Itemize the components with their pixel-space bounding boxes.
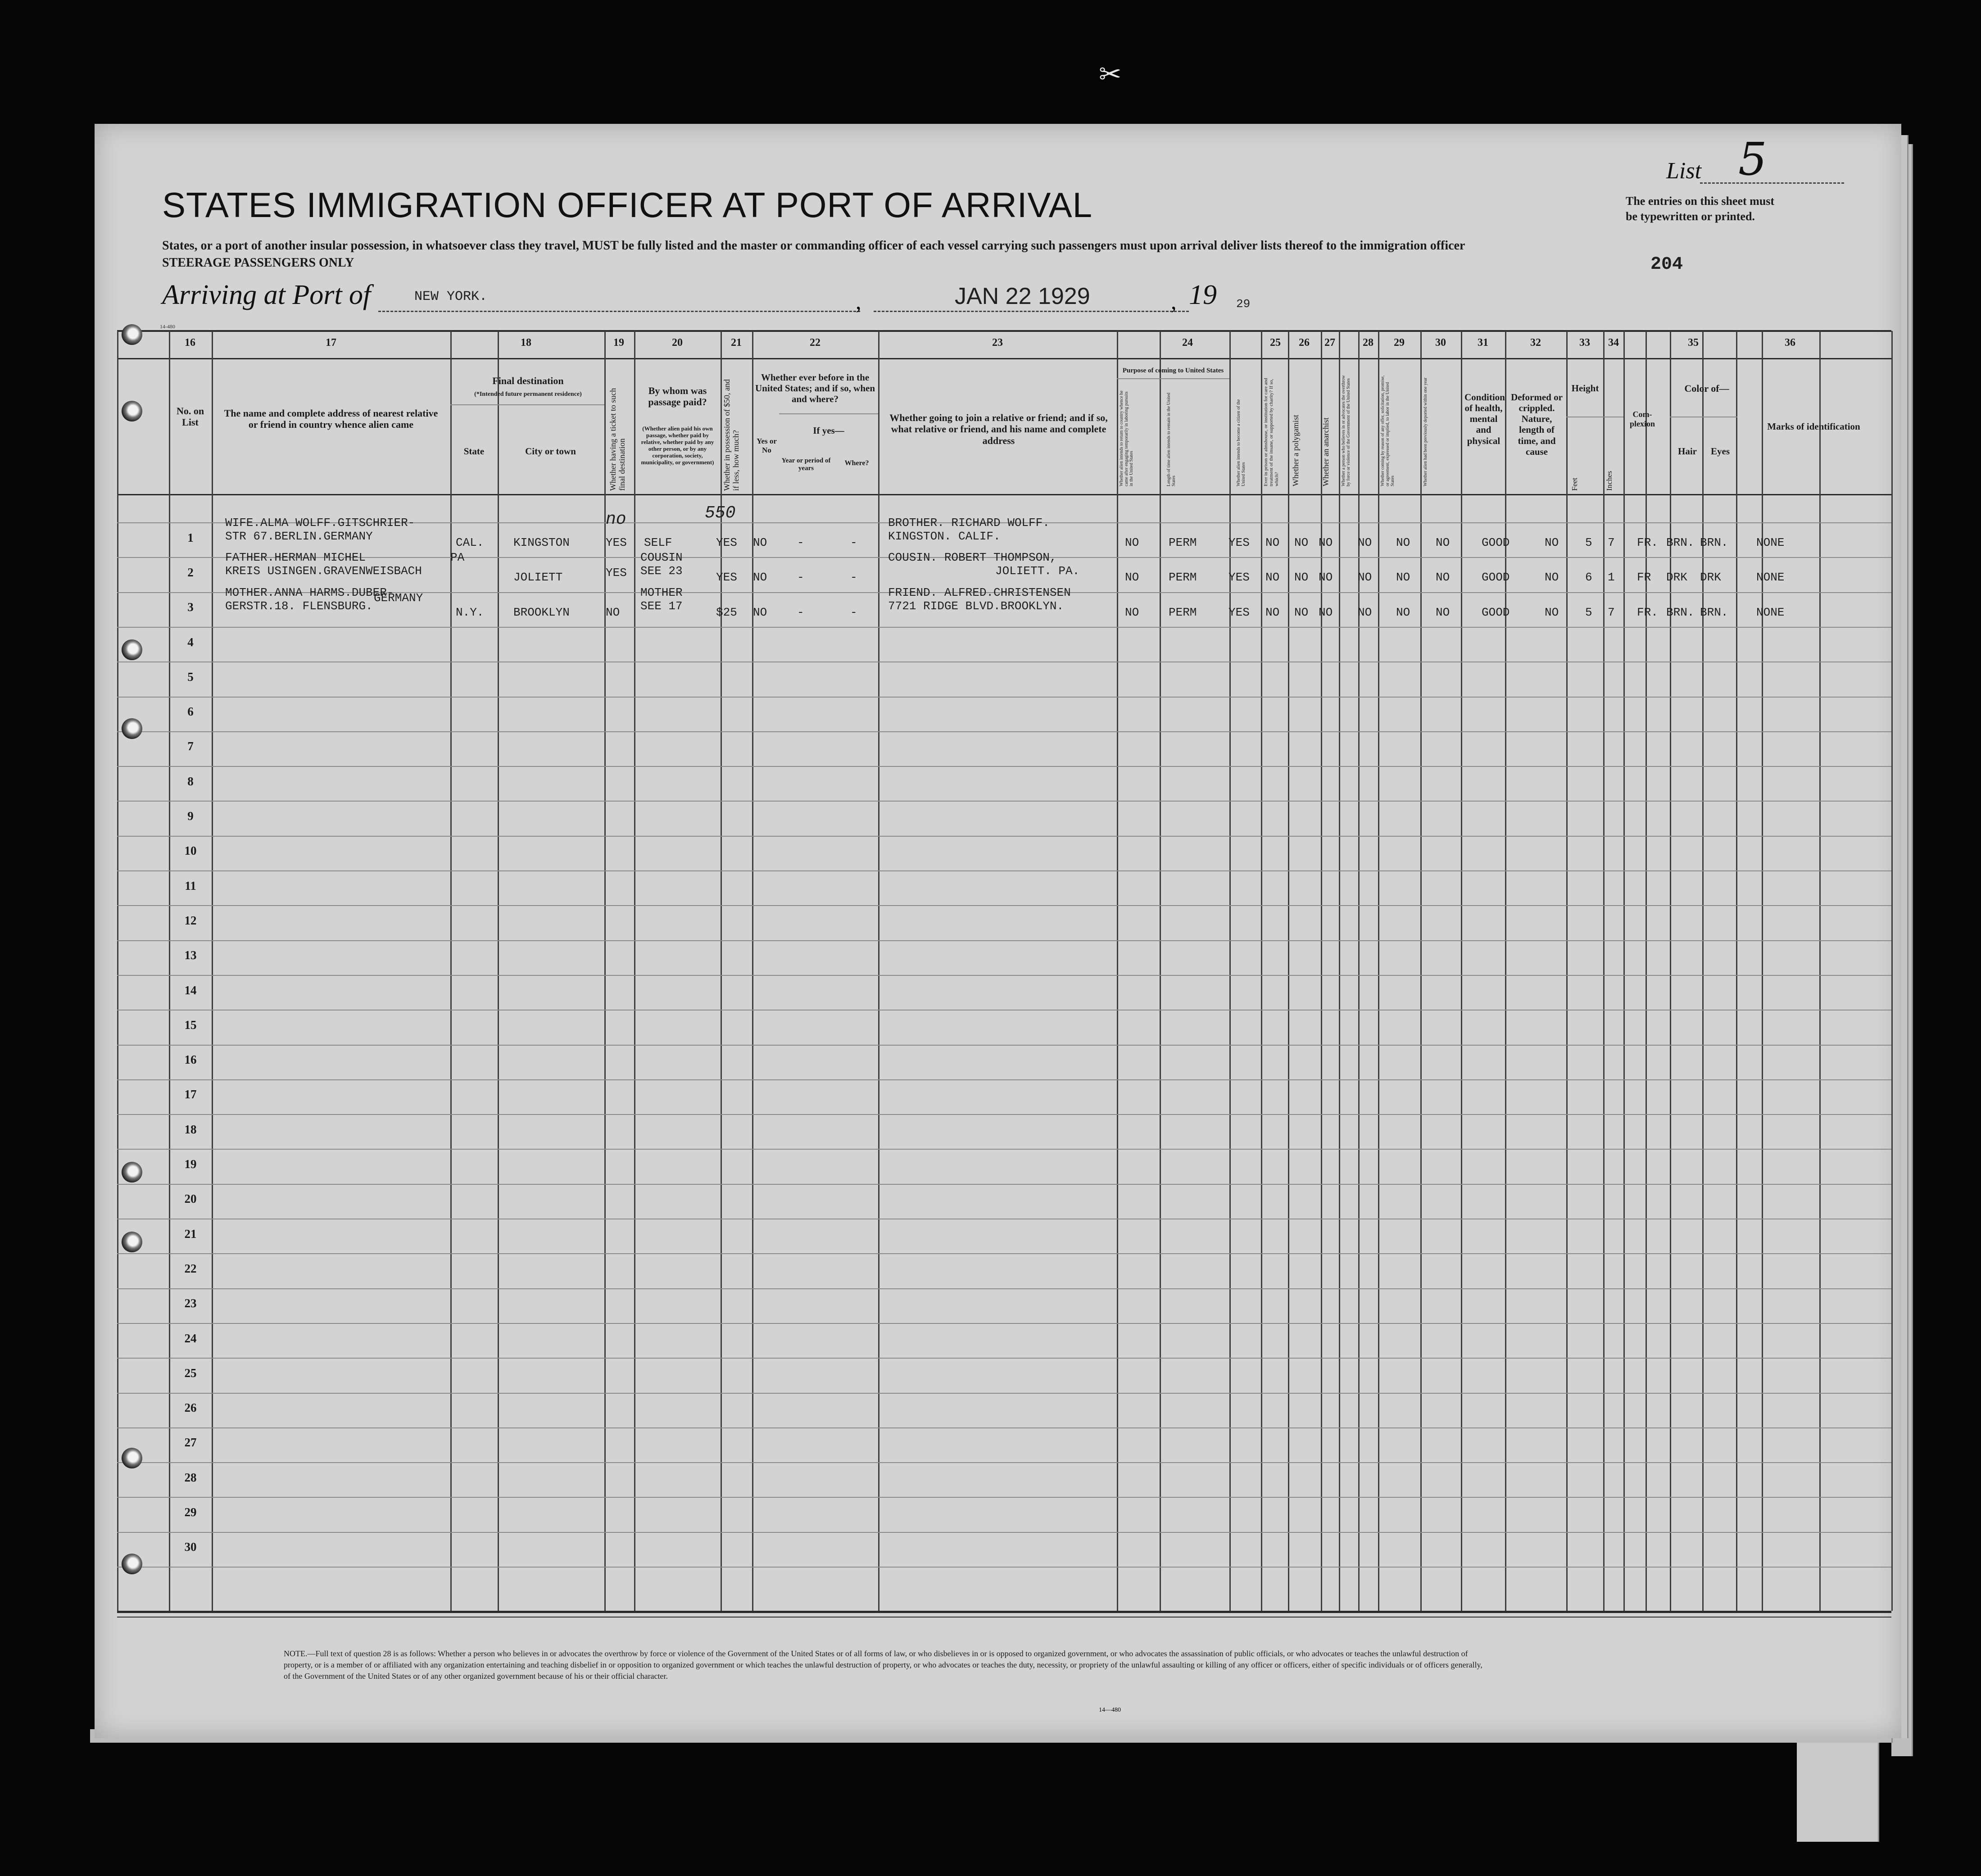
column-header-vertical: Inches bbox=[1605, 471, 1614, 491]
column-number: 31 bbox=[1478, 337, 1488, 349]
binding-hole bbox=[122, 1162, 142, 1183]
row-rule bbox=[117, 1358, 1891, 1359]
row-city: KINGSTON bbox=[513, 536, 570, 549]
joining-relative: JOLIETT. PA. bbox=[995, 564, 1080, 578]
row-number: 5 bbox=[187, 670, 194, 684]
column-header-vertical: Whether a polygamist bbox=[1291, 415, 1300, 486]
row-where: - bbox=[850, 571, 857, 585]
row-rule bbox=[117, 836, 1891, 837]
column-header: Condition of health, mental and physical bbox=[1464, 392, 1505, 446]
column-header: Deformed or crippled. Nature, length of time, and cause bbox=[1511, 392, 1563, 457]
row-number: 20 bbox=[184, 1192, 197, 1206]
column-header-vertical: Whether coming by reason of any offer, solicitation, promise, or agreement, expressed or implied, to labor in the United States bbox=[1380, 375, 1395, 486]
year-prefix: 19 bbox=[1189, 280, 1217, 310]
paid-by: SELF bbox=[644, 536, 672, 549]
row-anarchist: NO bbox=[1319, 571, 1333, 585]
column-header: If yes— bbox=[813, 425, 844, 436]
column-header: The name and complete address of nearest relative or friend in country whence alien came bbox=[224, 408, 438, 430]
row-city: JOLIETT bbox=[513, 571, 563, 585]
paid-by: MOTHER bbox=[640, 585, 683, 599]
row-number: 3 bbox=[187, 600, 194, 614]
row-inches: 7 bbox=[1608, 536, 1615, 549]
row-labor: NO bbox=[1396, 536, 1410, 549]
row-marks: NONE bbox=[1756, 605, 1785, 619]
column-header-vertical: Whether an anarchist bbox=[1321, 417, 1330, 486]
arriving-label: Arriving at Port of bbox=[162, 280, 371, 310]
row-anarchist: NO bbox=[1319, 536, 1333, 549]
column-header-vertical: Whether alien had been previously deported within one year bbox=[1423, 377, 1428, 486]
header-rule bbox=[1117, 378, 1229, 379]
row-anarchist: NO bbox=[1319, 605, 1333, 619]
form-code-bottom: 14—480 bbox=[1099, 1707, 1121, 1713]
binding-hole bbox=[122, 1232, 142, 1252]
row-rule bbox=[117, 1323, 1891, 1324]
row-feet: 5 bbox=[1585, 536, 1592, 549]
binding-hole bbox=[122, 1448, 142, 1468]
column-number: 30 bbox=[1435, 337, 1446, 349]
row-deported: NO bbox=[1436, 536, 1450, 549]
row-rule bbox=[117, 1497, 1891, 1498]
row-marks: NONE bbox=[1756, 571, 1785, 585]
row-ticket: NO bbox=[606, 605, 620, 619]
row-prison: NO bbox=[1265, 571, 1280, 585]
row-deported: NO bbox=[1436, 605, 1450, 619]
relative-address: KREIS USINGEN.GRAVENWEISBACH bbox=[225, 564, 422, 578]
row-complexion: FR. bbox=[1637, 605, 1658, 619]
column-number: 21 bbox=[731, 337, 742, 349]
row-rule bbox=[117, 1567, 1891, 1568]
row-deported: NO bbox=[1436, 571, 1450, 585]
column-header: Final destination bbox=[492, 375, 564, 386]
manifest-scan: ✂ STATES IMMIGRATION OFFICER AT PORT OF ARRIVAL States, or a port of another insular possession, in whatsoever class they travel, MUST be fully listed and the master or commanding officer of each vessel carrying such passengers must upon arrival deliver lists thereof to the immigration officer STEERAGE PASSENGERS ONLY List 5 The entries on this sheet must be typewritten or printed. 204 14-480 Arriving at Port of NEW YORK. , JAN 22 1929 , 19 29 16 17 18 19 20 21 22 23 24 25 26 27 28 29 30 31 32 33 34 35 36 No. on List The name and complete address of nearest relative or friend in country whence alien came Final destination (*Intended future permanent residence) State City or town By whom was passage paid? (Whether alien paid his own passage, whether paid by relative, whether paid by any other person, or by any corporation, society, municipality, or government) Whether ever before in the United States; and if so, when and where? Yes or No If yes— Year or period of years Where? Whether going to join a relative or friend; and if so, what relative or friend, and his name and complete address Purpose of coming to United States Condition of health, mental and physical Deformed or crippled. Nature, length of time, and cause Height Com-plexion Color of— Hair Eyes Marks of identification Whether having a ticket to such final destination Whether in possession of $50, and if less, how much? Whether alien intends to return to country whence he came after engaging temporarily in laboring pursuits in the United States Length of time alien intends to remain in the United States Whether alien intends to become a citizen of the United States Ever in prison or almshouse, or institution for care and treatment of the insane, or supported by charity? If so, which? Whether a polygamist Whether an anarchist Whether a person who believes in or advocates the overthrow by force or violence of the Government of the United States Whether coming by reason of any offer, solicitation, promise, or agreement, expressed or implied, to labor in the United States Whether alien had been previously deported within one year Feet Inches 1 2 3 4 5 6 7 8 9 10 11 12 13 14 15 16 17 18 19 20 21 22 23 24 25 26 27 28 29 30 WIFE.ALMA WOLFF.GITSCHRIER- STR 67.BERLIN.GERMANY SELF BROTHER. RICHARD WOLFF. KINGSTON. CALIF. CAL. KINGSTON YES YES NO - - NO PERM YES NO NO NO NO NO NO GOOD NO 5 7 FR. BRN. BRN. NONE no 550 FATHER.HERMAN MICHEL KREIS USINGEN.GRAVENWEISBACH PA COUSIN SEE 23 COUSIN. ROBERT THOMPSON, JOLIETT. PA. JOLIETT YES YES NO - - NO PERM YES NO NO NO NO NO NO GOOD NO 6 1 FR DRK DRK NONE MOTHER.ANNA HARMS.DUBER- GERSTR.18. FLENSBURG. GERMANY MOTHER SEE 17 FRIEND. ALFRED.CHRISTENSEN 7721 RIDGE BLVD.BROOKLYN. N.Y. BROOKLYN NO $25 NO - - NO PERM YES NO NO NO NO NO NO GOOD NO 5 7 FR. BRN. BRN. NONE NOTE.—Full text of question 28 is as follows: Whether a person who believes in or advocates the overthrow by force or violence of the Government of the United States or of all forms of law, or who disbelieves in or is opposed to organized government, or who advocates the assassination of public officials, or who advocates or teaches the unlawful destruction of property, or is a member of or affiliated with any organization entertaining and teaching disbelief in or opposition to organized government or which teaches the unlawful destruction of property, or who advocates or teaches the duty, necessity, or propriety of the unlawful assaulting or killing of any officer or officers, either of specific individuals or of officers generally, of the Government of the United States or of any other organized government because of his or their official character. 14—480 bbox=[0, 0, 1981, 1876]
column-header: Year or period of years bbox=[781, 457, 831, 472]
row-city: BROOKLYN bbox=[513, 605, 570, 619]
relative-address: STR 67.BERLIN.GERMANY bbox=[225, 530, 373, 543]
column-header-vertical: Feet bbox=[1570, 477, 1579, 491]
row-rule bbox=[117, 1010, 1891, 1011]
column-header: Height bbox=[1571, 383, 1599, 394]
row-deformed: NO bbox=[1545, 536, 1559, 549]
row-hair: BRN. bbox=[1666, 605, 1695, 619]
row-feet: 6 bbox=[1585, 571, 1592, 585]
row-number: 23 bbox=[184, 1296, 197, 1310]
row-number: 13 bbox=[184, 948, 197, 962]
column-number: 17 bbox=[326, 337, 336, 349]
row-return: NO bbox=[1125, 571, 1139, 585]
column-header: Yes or No bbox=[757, 437, 777, 454]
row-length: PERM bbox=[1169, 605, 1197, 619]
row-hair: BRN. bbox=[1666, 536, 1695, 549]
row-rule bbox=[117, 627, 1891, 628]
column-header: (*Intended future permanent residence) bbox=[474, 391, 582, 398]
row-rule bbox=[117, 697, 1891, 698]
column-header-vertical: Ever in prison or almshouse, or institution for care and treatment of the insane, or supported by charity? If so, which? bbox=[1263, 378, 1280, 486]
row-rule bbox=[117, 1149, 1891, 1150]
paid-by: COUSIN bbox=[640, 551, 683, 565]
row-overthrow: NO bbox=[1358, 605, 1372, 619]
column-header: Hair bbox=[1678, 446, 1697, 457]
row-hair: DRK bbox=[1666, 571, 1687, 585]
column-header-vertical: Whether alien intends to become a citizen of the United States bbox=[1236, 399, 1246, 486]
row-number: 4 bbox=[187, 635, 194, 649]
relative-note: GERMANY bbox=[374, 591, 423, 605]
row-rule bbox=[117, 905, 1891, 906]
row-rule bbox=[117, 801, 1891, 802]
column-number: 36 bbox=[1785, 337, 1795, 349]
row-number: 25 bbox=[184, 1366, 197, 1380]
column-header-vertical: Whether in possession of $50, and if less, how much? bbox=[722, 379, 740, 491]
column-number: 19 bbox=[613, 337, 624, 349]
row-number: 26 bbox=[184, 1401, 197, 1415]
row-rule bbox=[117, 1532, 1891, 1533]
row-number: 7 bbox=[187, 739, 194, 753]
row-rule bbox=[117, 1253, 1891, 1254]
relative-address: FATHER.HERMAN MICHEL bbox=[225, 551, 366, 565]
row-where: - bbox=[850, 605, 857, 619]
row-health: GOOD bbox=[1482, 571, 1510, 585]
port-value: NEW YORK. bbox=[414, 289, 488, 304]
row-number: 10 bbox=[184, 844, 197, 858]
column-number: 24 bbox=[1182, 337, 1193, 349]
row-money: YES bbox=[716, 536, 737, 549]
row-state: CAL. bbox=[456, 536, 484, 549]
row-polygamist: NO bbox=[1294, 605, 1309, 619]
column-header: (Whether alien paid his own passage, whether paid by relative, whether paid by any other person, or by any corporation, society, municipality, or government) bbox=[641, 425, 714, 466]
money-note: 550 bbox=[705, 503, 736, 523]
binding-hole bbox=[122, 639, 142, 660]
column-number: 25 bbox=[1270, 337, 1281, 349]
binding-hole bbox=[122, 401, 142, 421]
joining-relative: BROTHER. RICHARD WOLFF. bbox=[888, 516, 1050, 530]
joining-relative: COUSIN. ROBERT THOMPSON, bbox=[888, 551, 1057, 565]
footnote: NOTE.—Full text of question 28 is as follows: Whether a person who believes in or advocates the overthrow by force or violence of the Government of the United States or of all forms of law, or who disbelieves in or is opposed to organized government, or who advocates the assassination of public officials, or who advocates or teaches the unlawful destruction of property, or is a member of or affiliated with any organization entertaining and teaching disbelief in or opposition to organized government or which teaches the unlawful destruction of property, or who advocates or teaches the duty, necessity, or propriety of the unlawful assaulting or killing of any officer or officers, either of specific individuals or of officers generally, of the Government of the United States or of any other organized government because of his or their official character. bbox=[284, 1649, 1482, 1681]
row-overthrow: NO bbox=[1358, 536, 1372, 549]
row-return: NO bbox=[1125, 536, 1139, 549]
row-rule bbox=[117, 1114, 1891, 1115]
row-period: - bbox=[797, 605, 804, 619]
row-rule bbox=[117, 766, 1891, 767]
row-citizen: YES bbox=[1228, 605, 1250, 619]
column-header: City or town bbox=[525, 446, 576, 457]
row-inches: 1 bbox=[1608, 571, 1615, 585]
joining-relative: KINGSTON. CALIF. bbox=[888, 530, 1001, 543]
row-rule bbox=[117, 731, 1891, 732]
row-return: NO bbox=[1125, 605, 1139, 619]
row-rule bbox=[117, 1288, 1891, 1289]
row-number: 24 bbox=[184, 1331, 197, 1345]
binding-clip-mark: ✂ bbox=[1099, 59, 1122, 89]
row-rule bbox=[117, 1045, 1891, 1046]
row-marks: NONE bbox=[1756, 536, 1785, 549]
row-money: $25 bbox=[716, 605, 737, 619]
relative-note: PA bbox=[450, 551, 465, 565]
column-number: 26 bbox=[1299, 337, 1310, 349]
row-length: PERM bbox=[1169, 536, 1197, 549]
form-code-top: 14-480 bbox=[160, 323, 175, 330]
row-state: N.Y. bbox=[456, 605, 484, 619]
row-before: NO bbox=[753, 571, 767, 585]
arrival-date-stamp: JAN 22 1929 bbox=[955, 283, 1090, 309]
column-header: Marks of identification bbox=[1767, 421, 1860, 432]
column-header: Whether going to join a relative or friend; and if so, what relative or friend, and his name and complete address bbox=[889, 412, 1108, 446]
row-deformed: NO bbox=[1545, 571, 1559, 585]
list-label: List bbox=[1666, 158, 1702, 184]
row-feet: 5 bbox=[1585, 605, 1592, 619]
column-number: 22 bbox=[810, 337, 821, 349]
row-deformed: NO bbox=[1545, 605, 1559, 619]
header-subtitle: States, or a port of another insular possession, in whatsoever class they travel, MUST be fully listed and the master or commanding officer of each vessel carrying such passengers must upon arrival deliver lists thereof to the immigration officer bbox=[162, 239, 1465, 253]
row-number: 8 bbox=[187, 774, 194, 788]
row-labor: NO bbox=[1396, 571, 1410, 585]
row-number: 21 bbox=[184, 1227, 197, 1241]
column-rule bbox=[1891, 331, 1893, 1611]
column-header: Purpose of coming to United States bbox=[1122, 367, 1224, 374]
row-complexion: FR. bbox=[1637, 536, 1658, 549]
joining-relative: FRIEND. ALFRED.CHRISTENSEN bbox=[888, 585, 1071, 599]
column-header: Eyes bbox=[1711, 446, 1730, 457]
column-header: Com-plexion bbox=[1629, 410, 1655, 428]
row-period: - bbox=[797, 536, 804, 549]
paid-by: SEE 23 bbox=[640, 564, 683, 578]
row-prison: NO bbox=[1265, 536, 1280, 549]
column-header: By whom was passage paid? bbox=[648, 385, 707, 408]
column-header: Color of— bbox=[1684, 383, 1729, 394]
column-header: State bbox=[463, 446, 485, 457]
row-rule bbox=[117, 870, 1891, 871]
column-number: 20 bbox=[672, 337, 683, 349]
row-rule bbox=[117, 1079, 1891, 1080]
row-period: - bbox=[797, 571, 804, 585]
row-eyes: BRN. bbox=[1700, 536, 1728, 549]
column-header: No. on List bbox=[176, 405, 204, 428]
row-ticket: YES bbox=[606, 566, 627, 580]
row-number: 14 bbox=[184, 983, 197, 997]
column-number: 28 bbox=[1363, 337, 1374, 349]
page-edge bbox=[1797, 1738, 1879, 1842]
header-rule bbox=[779, 413, 878, 414]
column-header: Whether ever before in the United States; and if so, when and where? bbox=[755, 372, 875, 405]
row-rule bbox=[117, 940, 1891, 941]
row-eyes: DRK bbox=[1700, 571, 1721, 585]
row-rule bbox=[117, 1427, 1891, 1428]
row-labor: NO bbox=[1396, 605, 1410, 619]
row-number: 18 bbox=[184, 1122, 197, 1136]
column-header-vertical: Whether having a ticket to such final destination bbox=[608, 388, 626, 491]
column-number: 35 bbox=[1688, 337, 1699, 349]
binding-hole bbox=[122, 1554, 142, 1574]
column-header-vertical: Whether alien intends to return to country whence he came after engaging temporarily in laboring pursuits in the United States bbox=[1119, 390, 1134, 486]
column-number: 16 bbox=[185, 337, 195, 349]
header-rule bbox=[450, 404, 604, 405]
steerage-label: STEERAGE PASSENGERS ONLY bbox=[162, 256, 354, 270]
row-citizen: YES bbox=[1228, 571, 1250, 585]
column-number: 18 bbox=[521, 337, 531, 349]
row-number: 1 bbox=[187, 530, 194, 544]
row-length: PERM bbox=[1169, 571, 1197, 585]
year-suffix: 29 bbox=[1236, 297, 1251, 311]
row-number: 16 bbox=[184, 1053, 197, 1067]
row-rule bbox=[117, 1393, 1891, 1394]
paid-by: SEE 17 bbox=[640, 599, 683, 613]
column-number: 33 bbox=[1579, 337, 1590, 349]
row-number: 27 bbox=[184, 1436, 197, 1450]
relative-address: WIFE.ALMA WOLFF.GITSCHRIER- bbox=[225, 516, 415, 530]
row-rule bbox=[117, 1462, 1891, 1463]
row-number: 28 bbox=[184, 1470, 197, 1484]
row-number: 19 bbox=[184, 1157, 197, 1171]
row-rule bbox=[117, 1184, 1891, 1185]
row-where: - bbox=[850, 536, 857, 549]
manifest-sheet bbox=[95, 124, 1901, 1738]
list-number: 5 bbox=[1738, 133, 1767, 186]
row-number: 6 bbox=[187, 705, 194, 719]
ticket-note: no bbox=[606, 510, 626, 529]
row-polygamist: NO bbox=[1294, 536, 1309, 549]
row-complexion: FR bbox=[1637, 571, 1651, 585]
row-ticket: YES bbox=[606, 536, 627, 549]
page-title: STATES IMMIGRATION OFFICER AT PORT OF ARRIVAL bbox=[162, 185, 1093, 225]
column-header-vertical: Length of time alien intends to remain in the United States bbox=[1166, 392, 1176, 486]
relative-address: GERSTR.18. FLENSBURG. bbox=[225, 599, 373, 613]
row-money: YES bbox=[716, 571, 737, 585]
row-citizen: YES bbox=[1228, 536, 1250, 549]
row-number: 30 bbox=[184, 1540, 197, 1554]
binding-hole bbox=[122, 718, 142, 739]
row-number: 2 bbox=[187, 565, 194, 579]
row-before: NO bbox=[753, 605, 767, 619]
row-number: 12 bbox=[184, 913, 197, 927]
column-number: 23 bbox=[992, 337, 1003, 349]
row-rule bbox=[117, 975, 1891, 976]
sheet-number: 204 bbox=[1650, 254, 1683, 275]
row-prison: NO bbox=[1265, 605, 1280, 619]
row-health: GOOD bbox=[1482, 536, 1510, 549]
row-before: NO bbox=[753, 536, 767, 549]
row-health: GOOD bbox=[1482, 605, 1510, 619]
relative-address: MOTHER.ANNA HARMS.DUBER- bbox=[225, 585, 394, 599]
column-number: 29 bbox=[1394, 337, 1405, 349]
column-number: 34 bbox=[1608, 337, 1619, 349]
instruction-line-1: The entries on this sheet must bbox=[1626, 195, 1775, 208]
row-number: 11 bbox=[185, 879, 196, 893]
column-number: 32 bbox=[1530, 337, 1541, 349]
row-number: 15 bbox=[184, 1018, 197, 1032]
column-number: 27 bbox=[1324, 337, 1335, 349]
row-number: 22 bbox=[184, 1261, 197, 1275]
binding-hole bbox=[122, 324, 142, 345]
instruction-line-2: be typewritten or printed. bbox=[1626, 210, 1755, 223]
row-number: 29 bbox=[184, 1505, 197, 1519]
row-number: 9 bbox=[187, 809, 194, 823]
row-overthrow: NO bbox=[1358, 571, 1372, 585]
row-polygamist: NO bbox=[1294, 571, 1309, 585]
column-header-vertical: Whether a person who believes in or advocates the overthrow by force or violence of the Government of the United States bbox=[1341, 375, 1351, 486]
joining-relative: 7721 RIDGE BLVD.BROOKLYN. bbox=[888, 599, 1064, 613]
row-eyes: BRN. bbox=[1700, 605, 1728, 619]
row-inches: 7 bbox=[1608, 605, 1615, 619]
row-number: 17 bbox=[184, 1088, 197, 1101]
column-header: Where? bbox=[844, 459, 869, 467]
